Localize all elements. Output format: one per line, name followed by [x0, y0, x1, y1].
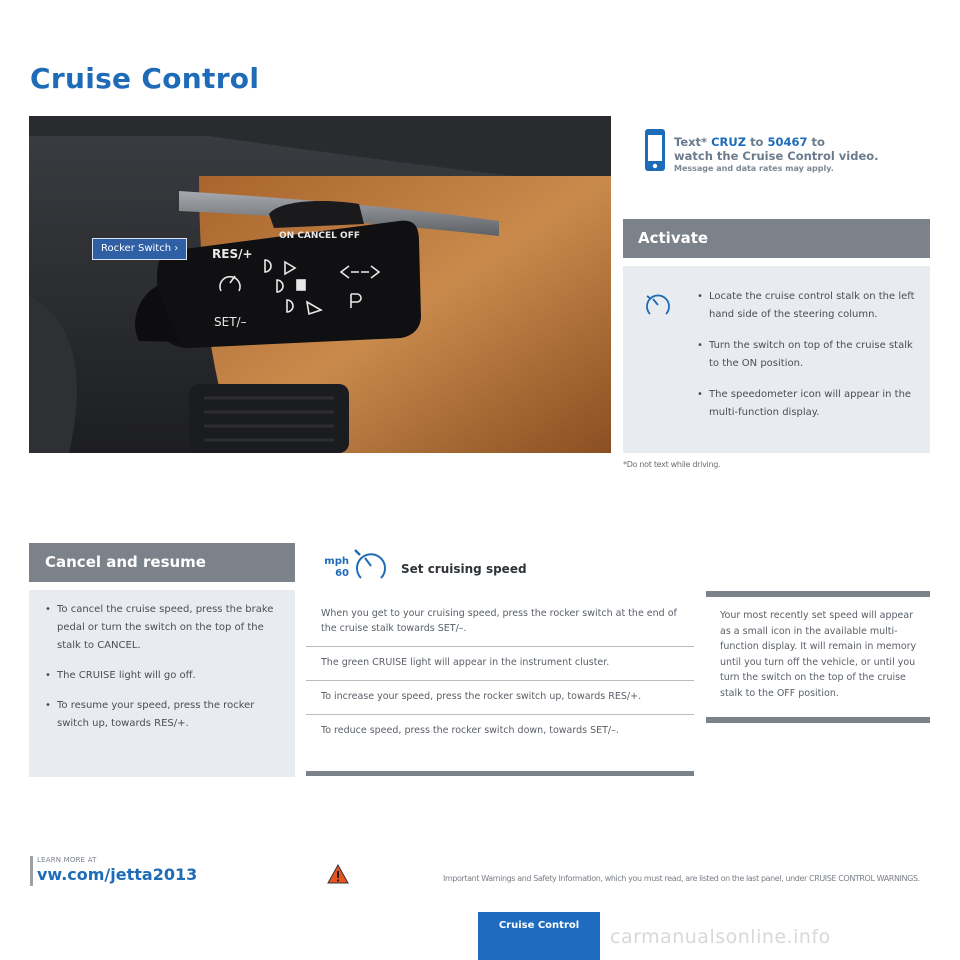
on-cancel-off-label: ON CANCEL OFF	[279, 231, 360, 241]
set-speed-list	[306, 598, 694, 748]
watermark: carmanualsonline.info	[610, 926, 831, 948]
promo-to: to	[750, 135, 764, 149]
list-item: • The speedometer icon will appear in the multi-function display.	[697, 386, 917, 422]
footnote: *Do not text while driving.	[623, 460, 721, 469]
divider	[706, 591, 930, 597]
list-item: • Turn the switch on top of the cruise stalk to the ON position.	[697, 337, 917, 373]
divider	[306, 771, 694, 776]
promo-keyword: CRUZ	[711, 135, 747, 149]
cancel-list	[45, 601, 280, 745]
tab-cruise-control[interactable]: Cruise Control	[478, 912, 600, 960]
gauge-icon	[352, 546, 390, 584]
divider	[30, 856, 33, 886]
memory-note: Your most recently set speed will appear as a small icon in the available multi-function display. It will remain in memory until you turn off the vehicle, or until you turn the switch on the top of the cruise stalk to the OFF position.	[720, 610, 917, 699]
promo-disclaimer: Message and data rates may apply.	[674, 164, 834, 173]
speedometer-icon	[643, 289, 673, 319]
res-label: RES/+	[212, 247, 253, 261]
stalk-photo	[29, 116, 611, 453]
divider	[706, 717, 930, 723]
mph-value: 60	[335, 568, 349, 579]
list-item: To reduce speed, press the rocker switch down, towards SET/–.	[321, 725, 619, 736]
promo-to-2: to	[811, 135, 825, 149]
list-item: • The CRUISE light will go off.	[45, 667, 280, 685]
website-link[interactable]: vw.com/jetta2013	[37, 865, 198, 884]
list-item: • To cancel the cruise speed, press the brake pedal or turn the switch on the top of the stalk to CANCEL.	[45, 601, 280, 655]
list-item: • Locate the cruise control stalk on the left hand side of the steering column.	[697, 288, 917, 324]
list-item: • To resume your speed, press the rocker switch up, towards RES/+.	[45, 697, 280, 733]
list-item: The green CRUISE light will appear in the instrument cluster.	[306, 647, 694, 681]
learn-more-label: LEARN MORE AT	[37, 856, 97, 864]
promo-line-2: watch the Cruise Control video.	[674, 149, 879, 163]
set-speed-title: Set cruising speed	[401, 562, 527, 576]
warning-text: Important Warnings and Safety Information, which you must read, are listed on the last panel, under CRUISE CONTROL WARNINGS.	[443, 874, 920, 883]
list-item: When you get to your cruising speed, press the rocker switch at the end of the cruise stalk towards SET/–.	[306, 598, 694, 647]
cancel-header: Cancel and resume	[29, 543, 295, 582]
rocker-switch-callout: Rocker Switch ›	[92, 238, 187, 260]
promo-text-prefix: Text*	[674, 135, 708, 149]
activate-list	[697, 288, 917, 435]
list-item: To increase your speed, press the rocker switch up, towards RES/+.	[306, 681, 694, 715]
phone-icon	[644, 128, 666, 172]
promo-line-1	[674, 135, 825, 149]
set-label: SET/–	[214, 315, 247, 329]
stalk-illustration	[29, 116, 611, 453]
promo-shortcode: 50467	[767, 135, 808, 149]
warning-icon	[327, 864, 349, 884]
activate-header: Activate	[623, 219, 930, 258]
page-title: Cruise Control	[30, 62, 260, 95]
mph-unit: mph	[324, 556, 349, 567]
